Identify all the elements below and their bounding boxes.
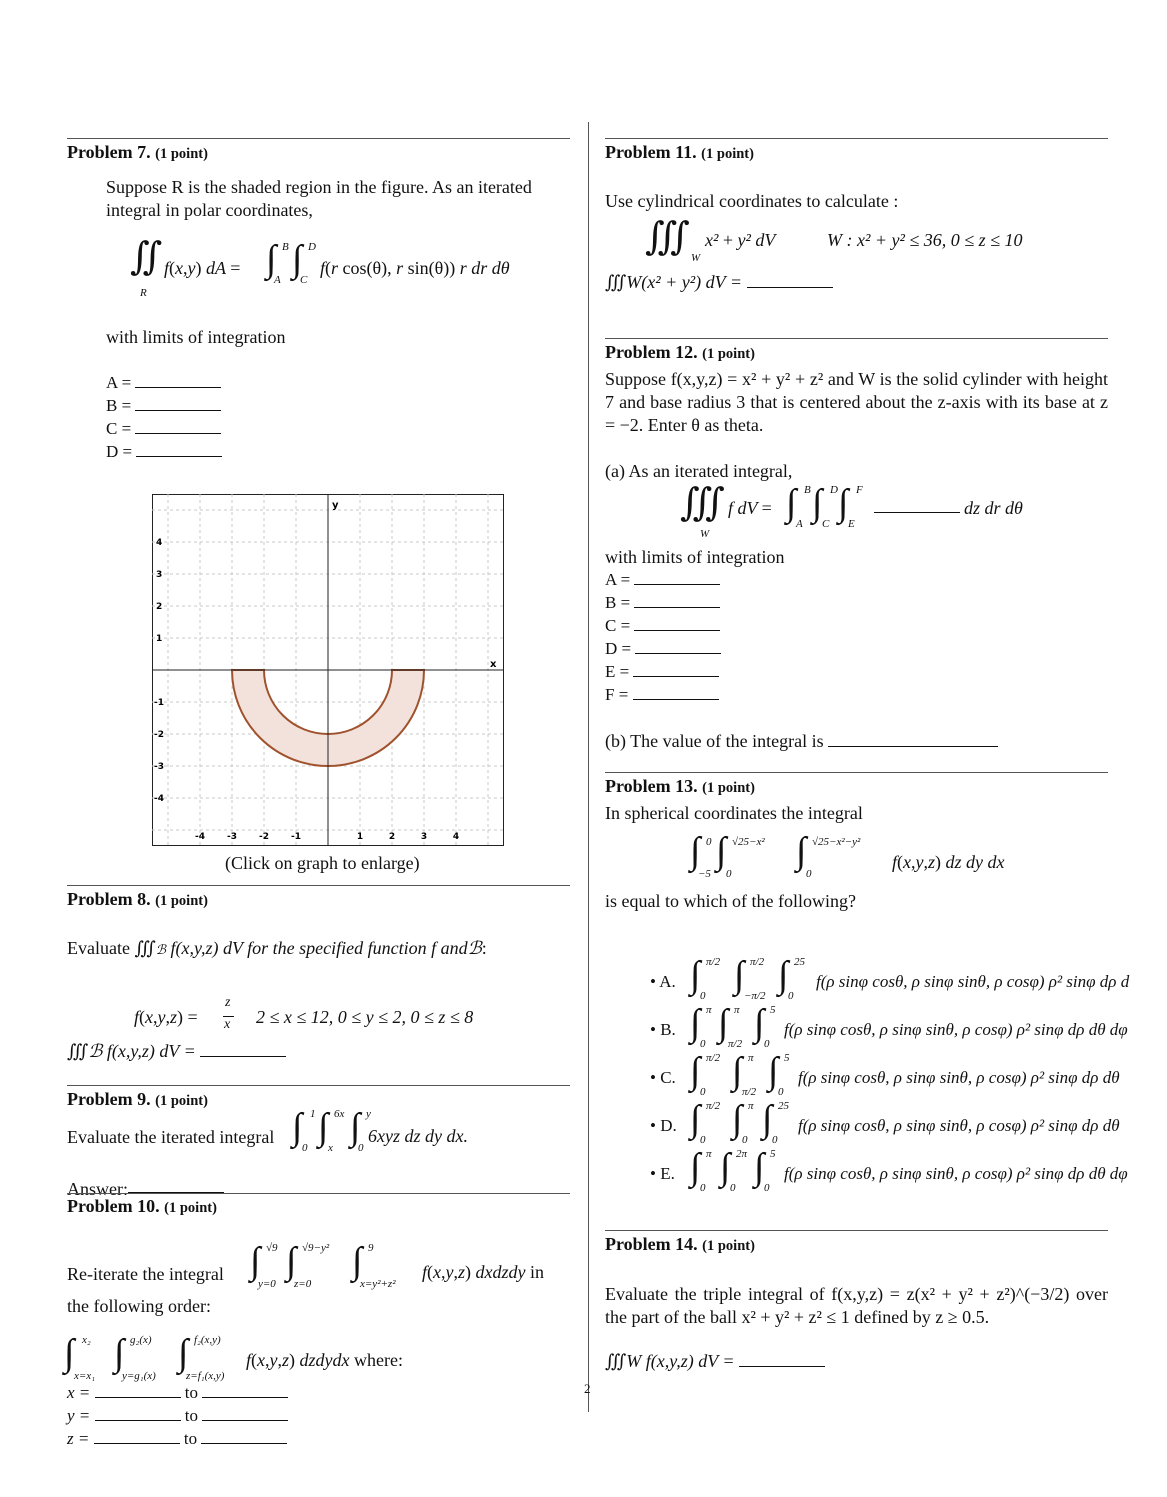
x-tick: 1 <box>356 832 364 842</box>
problem-13-integral: ∫ 0 −5 ∫ √25−x² 0 ∫ √25−x²−y² 0 f(x,y,z) dz dy dx <box>690 830 1005 880</box>
x-tick: 2 <box>388 832 396 842</box>
y-tick: -1 <box>154 698 164 708</box>
problem-10-title: Problem 10. (1 point) <box>67 1196 217 1216</box>
problem-9-prompt: Evaluate the iterated integral <box>67 1127 275 1147</box>
problem-7-intro: Suppose R is the shaded region in the figure. As an iterated integral in polar coordinates, <box>106 177 532 220</box>
problem-9-answer: Answer: <box>67 1178 224 1201</box>
limit-row: F = <box>605 683 721 706</box>
option-a[interactable]: • A. ∫ π/2 0 ∫ π/2 −π/2 ∫ 25 0 f(ρ sinφ cosθ, ρ sinφ sinθ, ρ cosφ) ρ² sinφ dρ d <box>650 954 1130 1002</box>
problem-11-integral: ∭ W x² + y² dV W : x² + y² ≤ 36, 0 ≤ z ≤ 10 <box>645 216 1023 264</box>
answer-blank[interactable] <box>634 616 720 631</box>
region-graph[interactable] <box>152 494 504 846</box>
problem-13-intro: In spherical coordinates the integral <box>605 803 863 823</box>
divider <box>67 138 570 139</box>
problem-7-limits <box>106 371 222 463</box>
problem-11-prompt: Use cylindrical coordinates to calculate : <box>605 191 899 211</box>
y-tick: 3 <box>156 570 163 580</box>
answer-blank[interactable] <box>94 1429 180 1444</box>
problem-13-options <box>650 952 1167 1200</box>
problem-14-answer: ∭W f(x,y,z) dV = <box>605 1351 825 1372</box>
answer-blank[interactable] <box>135 396 221 411</box>
problem-14-title: Problem 14. (1 point) <box>605 1234 755 1254</box>
divider <box>67 1085 570 1086</box>
x-tick: 3 <box>420 832 428 842</box>
answer-blank[interactable] <box>633 685 719 700</box>
problem-13-title: Problem 13. (1 point) <box>605 776 755 796</box>
problem-12-equation: ∭ W f dV = ∫ B A ∫ D C ∫ F E dz dr dθ <box>680 482 1023 540</box>
divider <box>67 1193 570 1194</box>
problem-11-title: Problem 11. (1 point) <box>605 142 754 162</box>
option-b[interactable]: • B. ∫ π 0 ∫ π π/2 ∫ 5 0 f(ρ sinφ cosθ, ρ sinφ sinθ, ρ cosφ) ρ² sinφ dρ dθ dφ <box>650 1002 1128 1050</box>
y-tick: -2 <box>154 730 164 740</box>
answer-blank[interactable] <box>136 442 222 457</box>
limit-row: B = <box>106 394 222 417</box>
problem-10-integral: ∫ √9 y=0 ∫ √9−y² z=0 ∫ 9 x=y²+z² f(x,y,z) dxdzdy in <box>250 1240 545 1290</box>
answer-blank[interactable] <box>634 593 720 608</box>
problem-8-title: Problem 8. (1 point) <box>67 889 208 909</box>
divider <box>605 138 1108 139</box>
answer-blank[interactable] <box>95 1406 181 1421</box>
divider <box>605 1230 1108 1231</box>
problem-10-limits <box>67 1381 288 1450</box>
answer-blank[interactable] <box>747 273 833 288</box>
x-tick: -3 <box>227 832 237 842</box>
problem-9-title: Problem 9. (1 point) <box>67 1089 208 1109</box>
limit-row: A = <box>605 568 721 591</box>
problem-14-intro: Evaluate the triple integral of f(x,y,z) = z(x² + y² + z²)^(−3/2) over the part of the ball x² + y² + z² ≤ 1 defined by z ≥ 0.5. <box>605 1284 1108 1327</box>
problem-8-prompt: Evaluate ∭ℬ f(x,y,z) dV for the specified function f andℬ: <box>67 938 487 958</box>
y-tick: 1 <box>156 634 163 644</box>
problem-10-prompt-a: Re-iterate the integral <box>67 1264 224 1284</box>
problem-7-limits-label: with limits of integration <box>106 327 286 347</box>
answer-blank[interactable] <box>634 570 720 585</box>
divider <box>605 772 1108 773</box>
problem-8-answer: ∭ℬ f(x,y,z) dV = <box>67 1041 286 1062</box>
answer-blank[interactable] <box>635 639 721 654</box>
answer-blank[interactable] <box>201 1429 287 1444</box>
option-d[interactable]: • D. ∫ π/2 0 ∫ π 0 ∫ 25 0 f(ρ sinφ cosθ, ρ sinφ sinθ, ρ cosφ) ρ² sinφ dρ dθ <box>650 1098 1120 1146</box>
problem-12-part-b: (b) The value of the integral is <box>605 730 998 753</box>
answer-blank[interactable] <box>828 732 998 747</box>
y-axis-label: y <box>332 500 339 511</box>
divider <box>67 885 570 886</box>
answer-blank[interactable] <box>874 498 960 513</box>
answer-blank[interactable] <box>739 1352 825 1367</box>
graph-caption[interactable]: (Click on graph to enlarge) <box>225 853 420 873</box>
limit-row: B = <box>605 591 721 614</box>
answer-blank[interactable] <box>202 1406 288 1421</box>
problem-13-question: is equal to which of the following? <box>605 891 856 911</box>
answer-blank[interactable] <box>633 662 719 677</box>
x-tick: -4 <box>195 832 205 842</box>
x-tick: -1 <box>291 832 301 842</box>
problem-11-answer: ∭W(x² + y²) dV = <box>605 272 833 293</box>
x-tick: -2 <box>259 832 269 842</box>
limit-row: E = <box>605 660 721 683</box>
y-tick: 4 <box>156 538 163 548</box>
problem-12-intro: Suppose f(x,y,z) = x² + y² + z² and W is the solid cylinder with height 7 and base radius 3 that is centered about the z-axis with its base at z = −2. Enter θ as theta. <box>605 369 1108 435</box>
option-e[interactable]: • E. ∫ π 0 ∫ 2π 0 ∫ 5 0 f(ρ sinφ cosθ, ρ sinφ sinθ, ρ cosφ) ρ² sinφ dρ dθ dφ <box>650 1146 1128 1194</box>
limit-row: y = to <box>67 1404 288 1427</box>
problem-10-target: ∫ x₂ x=x₁ ∫ g₂(x) y=g₁(x) ∫ f₂(x,y) z=f₁(x,y) f(x,y,z) dzdydx where: <box>64 1332 403 1382</box>
y-tick: -3 <box>154 762 164 772</box>
problem-12-limits <box>605 568 721 706</box>
problem-12-limits-label: with limits of integration <box>605 547 785 567</box>
column-divider <box>588 122 589 1412</box>
limit-row: C = <box>106 417 222 440</box>
option-c[interactable]: • C. ∫ π/2 0 ∫ π π/2 ∫ 5 0 f(ρ sinφ cosθ, ρ sinφ sinθ, ρ cosφ) ρ² sinφ dρ dθ <box>650 1050 1120 1098</box>
answer-blank[interactable] <box>135 373 221 388</box>
y-tick: -4 <box>154 794 164 804</box>
limit-row: A = <box>106 371 222 394</box>
page-number: 2 <box>584 1381 591 1396</box>
answer-blank[interactable] <box>135 419 221 434</box>
problem-7-title: Problem 7. (1 point) <box>67 142 208 162</box>
problem-12-title: Problem 12. (1 point) <box>605 342 755 362</box>
answer-blank[interactable] <box>128 1178 224 1193</box>
answer-blank[interactable] <box>202 1383 288 1398</box>
answer-blank[interactable] <box>200 1042 286 1057</box>
x-tick: 4 <box>452 832 460 842</box>
limit-row: x = to <box>67 1381 288 1404</box>
problem-10-prompt-b: the following order: <box>67 1296 211 1316</box>
limit-row: C = <box>605 614 721 637</box>
answer-blank[interactable] <box>95 1383 181 1398</box>
x-axis-label: x <box>490 659 497 670</box>
problem-12-part-a: (a) As an iterated integral, <box>605 461 793 481</box>
divider <box>605 338 1108 339</box>
y-tick: 2 <box>156 602 163 612</box>
problem-8-bounds: 2 ≤ x ≤ 12, 0 ≤ y ≤ 2, 0 ≤ z ≤ 8 <box>256 1007 474 1027</box>
limit-row: z = to <box>67 1427 288 1450</box>
limit-row: D = <box>605 637 721 660</box>
limit-row: D = <box>106 440 222 463</box>
